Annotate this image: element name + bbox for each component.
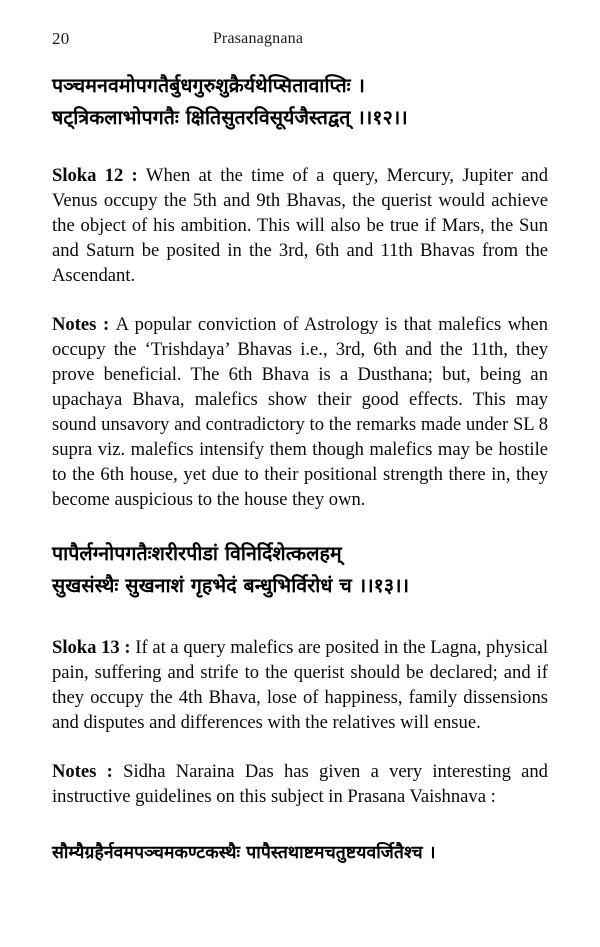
- notes-13-paragraph: [52, 759, 548, 809]
- sanskrit-verse-14-partial: [52, 839, 548, 867]
- notes-12-separator: :: [96, 314, 116, 336]
- sloka-12-text: When at the time of a query, Mercury, Jupiter and Venus occupy the 5th and 9th Bhavas, the querist would achieve the object of his ambition. This will also be true if Mars, the Sun and Saturn be posited in the 3rd, 6th and 11th Bhavas from the Ascendant.: [52, 165, 548, 287]
- sloka-13-separator: :: [119, 637, 136, 659]
- notes-12-paragraph: [52, 312, 548, 512]
- sloka-12-separator: :: [123, 165, 146, 187]
- sloka-12-paragraph: [52, 163, 548, 288]
- sanskrit-verse-13: [52, 538, 548, 601]
- sloka-13-text: If at a query malefics are posited in the Lagna, physical pain, suffering and strife to the querist should be declared; and if they occupy the 4th Bhava, lose of happiness, family dissensions and disputes and differences with the relatives will ensue.: [52, 637, 549, 734]
- sloka-12-label: Sloka 12: [52, 165, 124, 187]
- verse-line: सुखसंस्थैः सुखनाशं गृहभेदं बन्धुभिर्विरोधं च ।।१३।।: [52, 573, 410, 597]
- verse-line: सौम्यैग्रहैर्नवमपञ्चमकण्टकस्थैः पापैस्तथाष्टमचतुष्टयवर्जितैश्च ।: [52, 843, 436, 864]
- sanskrit-verse-12: [52, 70, 548, 133]
- notes-13-text: Sidha Naraina Das has given a very interesting and instructive guidelines on this subject in Prasana Vaishnava :: [52, 761, 548, 808]
- notes-12-label: Notes: [52, 314, 97, 336]
- verse-line: षट्त्रिकलाभोपगतैः क्षितिसुतरविसूर्यजैस्तद्वत् ।।१२।।: [52, 105, 408, 129]
- sloka-13-paragraph: [52, 635, 548, 735]
- notes-13-label: Notes: [52, 761, 97, 783]
- verse-line: पञ्चमनवमोपगतैर्बुधगुरुशुक्रैर्यथेप्सितावाप्तिः ।: [52, 74, 366, 97]
- running-title: Prasanagnana: [212, 30, 304, 47]
- page-number: 20: [52, 29, 70, 48]
- notes-12-text: A popular conviction of Astrology is that malefics when occupy the ‘Trishdaya’ Bhavas i.e., 3rd, 6th and the 11th, they prove beneficial. The 6th Bhava is a Dusthana; but, being an upachaya Bhava, malefics show their good effects. This may sound unsavory and contradictory to the remarks made under SL 8 supra viz. malefics intensify them though malefics may be hostile to the 6th house, yet due to their positional strength there in, they become auspicious to the house they own.: [52, 314, 548, 511]
- running-head: [52, 28, 548, 50]
- notes-13-separator: :: [96, 761, 124, 783]
- verse-line: पापैर्लग्नोपगतैःशरीरपीडां विनिर्दिशेत्कलहम्: [52, 542, 342, 566]
- text-column: [52, 62, 548, 868]
- sloka-13-label: Sloka 13: [52, 637, 120, 659]
